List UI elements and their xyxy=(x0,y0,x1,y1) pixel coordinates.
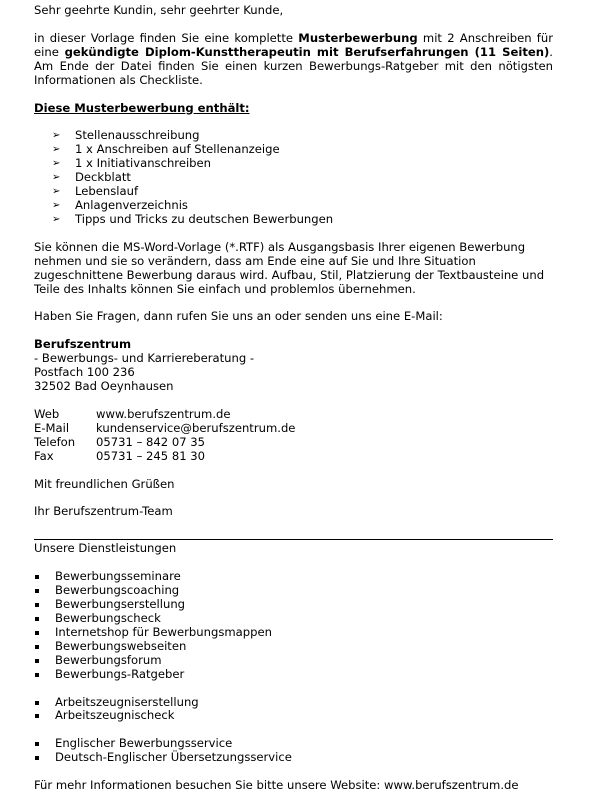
intro-text-1: in dieser Vorlage finden Sie eine komplette xyxy=(34,30,299,45)
arrowhead-bullet-icon: ➢ xyxy=(52,199,61,211)
square-bullet-icon xyxy=(35,575,39,579)
arrowhead-bullet-icon: ➢ xyxy=(52,186,61,198)
contact-row-phone xyxy=(34,436,553,450)
address-line-1: Postfach 100 236 xyxy=(34,365,135,380)
intro-bold-profession: gekündigte Diplom-Kunsttherapeutin mit Berufserfahrungen (11 Seiten) xyxy=(64,44,550,59)
square-bullet-icon xyxy=(35,659,39,663)
closing: Mit freundlichen Grüßen xyxy=(34,476,175,491)
list-item: ➢ 1 x Initiativanschreiben xyxy=(52,156,212,171)
square-bullet-icon xyxy=(35,631,39,635)
arrowhead-bullet-icon: ➢ xyxy=(52,144,61,156)
list-item: ➢ 1 x Anschreiben auf Stellenanzeige xyxy=(52,142,280,157)
intro-text-2: mit 2 Anschreiben für eine xyxy=(34,30,553,59)
services-list-2 xyxy=(34,696,553,724)
list-item: Englischer Bewerbungsservice xyxy=(34,737,553,751)
questions-line: Haben Sie Fragen, dann rufen Sie uns an oder senden uns eine E-Mail: xyxy=(34,309,443,324)
contents-list xyxy=(34,129,553,226)
address-block xyxy=(34,338,553,394)
contact-row-fax xyxy=(34,450,553,464)
contact-value[interactable]: kundenservice@berufszentrum.de xyxy=(96,420,296,435)
template-paragraph: Sie können die MS-Word-Vorlage (*.RTF) als Ausgangsbasis Ihrer eigenen Bewerbung nehmen und sie so verändern, dass am Ende eine auf Sie und Ihre Situation zugeschnittene Bewerbung daraus wird. Aufbau, Stil, Platzierung der Textbausteine und Teile des Inhalts können Sie einfach und problemlos übernehmen. xyxy=(34,239,545,296)
arrowhead-bullet-icon: ➢ xyxy=(52,158,61,170)
list-item: Bewerbungscoaching xyxy=(34,584,553,598)
arrowhead-bullet-icon: ➢ xyxy=(52,172,61,184)
document-page xyxy=(34,4,553,793)
list-item: Bewerbungs-Ratgeber xyxy=(34,668,553,682)
services-list-3 xyxy=(34,737,553,765)
greeting: Sehr geehrte Kundin, sehr geehrter Kunde, xyxy=(34,3,284,17)
list-item: Bewerbungsforum xyxy=(34,654,553,668)
intro-paragraph xyxy=(34,32,553,88)
square-bullet-icon xyxy=(35,603,39,607)
square-bullet-icon xyxy=(35,645,39,649)
list-item: ➢ Tipps und Tricks zu deutschen Bewerbungen xyxy=(52,211,334,226)
list-item: Internetshop für Bewerbungsmappen xyxy=(34,626,553,640)
list-item: Bewerbungswebseiten xyxy=(34,640,553,654)
signature: Ihr Berufszentrum-Team xyxy=(34,504,173,519)
services-heading: Unsere Dienstleistungen xyxy=(34,541,177,556)
contact-row-web xyxy=(34,408,553,422)
company-name: Berufszentrum xyxy=(34,337,132,352)
contact-key: Fax xyxy=(34,448,54,463)
list-item: ➢ Deckblatt xyxy=(52,170,131,185)
list-item: Deutsch-Englischer Übersetzungsservice xyxy=(34,751,553,765)
contact-key: Web xyxy=(34,406,60,421)
square-bullet-icon xyxy=(35,742,39,746)
contents-heading: Diese Musterbewerbung enthält: xyxy=(34,100,250,115)
list-item: Bewerbungsseminare xyxy=(34,570,553,584)
list-item: ➢ Anlagenverzeichnis xyxy=(52,197,188,212)
contact-row-email xyxy=(34,422,553,436)
square-bullet-icon xyxy=(35,756,39,760)
list-item: ➢ Stellenausschreibung xyxy=(52,128,200,143)
square-bullet-icon xyxy=(35,701,39,705)
contact-key: Telefon xyxy=(34,434,76,449)
intro-bold-musterbewerbung: Musterbewerbung xyxy=(298,30,418,45)
intro-text-3: . Am Ende der Datei finden Sie einen kurzen Bewerbungs-Ratgeber mit den nötigsten Informationen als Checkliste. xyxy=(34,44,553,87)
arrowhead-bullet-icon: ➢ xyxy=(52,130,61,142)
contact-value: 05731 – 245 81 30 xyxy=(96,448,206,463)
square-bullet-icon xyxy=(35,617,39,621)
square-bullet-icon xyxy=(35,714,39,718)
square-bullet-icon xyxy=(35,589,39,593)
contact-table xyxy=(34,408,553,464)
list-item: Arbeitszeugniserstellung xyxy=(34,696,553,710)
company-tagline: - Bewerbungs- und Karriereberatung - xyxy=(34,351,255,366)
services-list-1 xyxy=(34,570,553,681)
list-item: Arbeitszeugnischeck xyxy=(34,709,553,723)
contact-key: E-Mail xyxy=(34,420,70,435)
arrowhead-bullet-icon: ➢ xyxy=(52,213,61,225)
square-bullet-icon xyxy=(35,673,39,677)
footer-line: Für mehr Informationen besuchen Sie bitte unsere Website: www.berufszentrum.de xyxy=(34,778,519,793)
contact-value: 05731 – 842 07 35 xyxy=(96,434,206,449)
list-item: Bewerbungscheck xyxy=(34,612,553,626)
list-item: Bewerbungserstellung xyxy=(34,598,553,612)
list-item: ➢ Lebenslauf xyxy=(52,184,139,199)
contact-value[interactable]: www.berufszentrum.de xyxy=(96,406,231,421)
address-line-2: 32502 Bad Oeynhausen xyxy=(34,379,174,394)
